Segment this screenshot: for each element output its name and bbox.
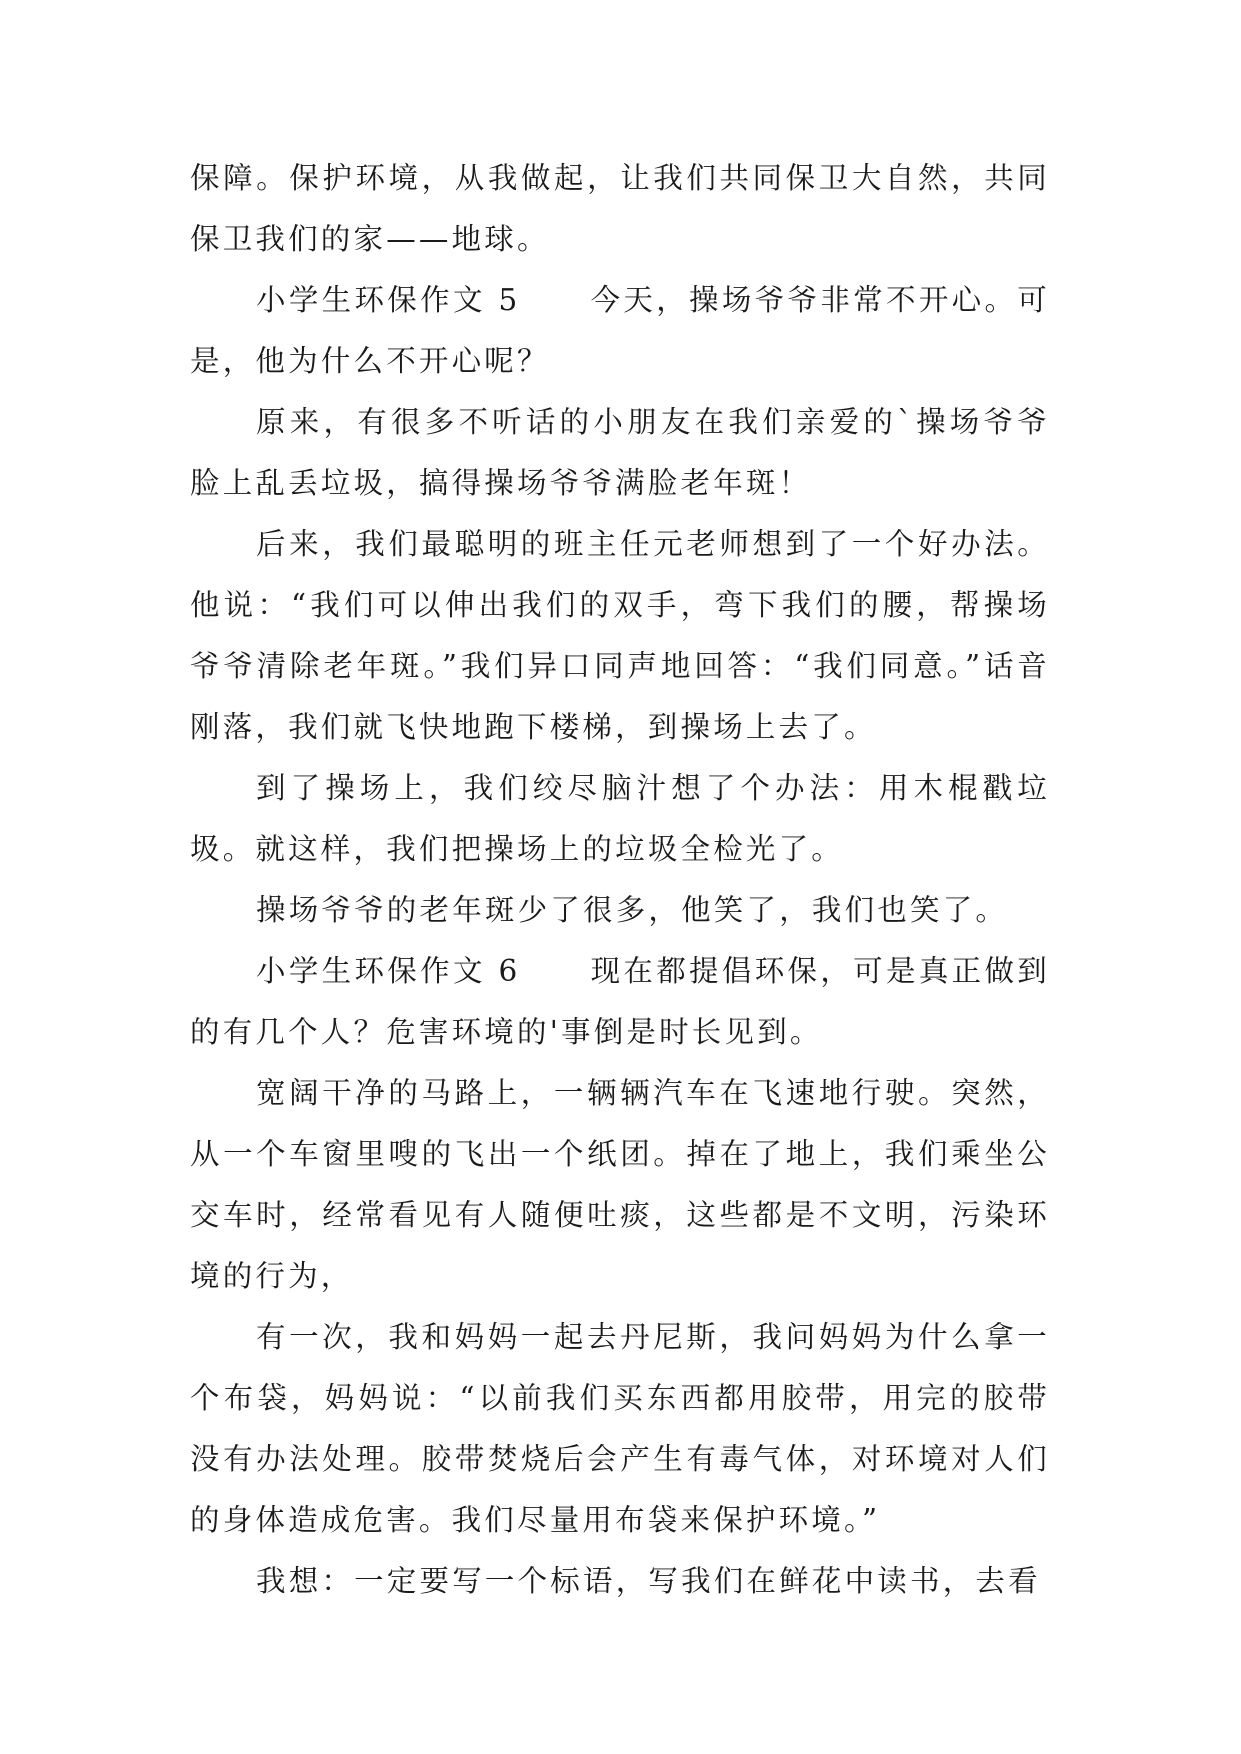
document-body xyxy=(190,148,1050,1612)
paragraph xyxy=(190,880,1050,941)
paragraph-text: 我想：一定要写一个标语，写我们在鲜花中读书，去看 xyxy=(256,1564,1041,1598)
paragraph-text: 现在都提倡环保，可是真正做到的有几个人？危害环境的'事倒是时长见到。 xyxy=(190,954,1050,1049)
paragraph xyxy=(190,1307,1050,1551)
paragraph-text: 宽阔干净的马路上，一辆辆汽车在飞速地行驶。突然，从一个车窗里嗖的飞出一个纸团。掉在了地上，我们乘坐公交车时，经常看见有人随便吐痰，这些都是不文明，污染环境的行为， xyxy=(190,1076,1050,1293)
paragraph-text: 到了操场上，我们绞尽脑汁想了个办法：用木棍戳垃圾。就这样，我们把操场上的垃圾全检光了。 xyxy=(190,771,1050,866)
paragraph xyxy=(190,148,1050,270)
paragraph-text: 有一次，我和妈妈一起去丹尼斯，我问妈妈为什么拿一个布袋，妈妈说：“以前我们买东西都用胶带，用完的胶带没有办法处理。胶带焚烧后会产生有毒气体，对环境对人们的身体造成危害。我们尽量用布袋来保护环境。” xyxy=(190,1320,1050,1537)
paragraph xyxy=(190,392,1050,514)
section-heading: 小学生环保作文 6 xyxy=(256,954,521,988)
paragraph-text: 保障。保护环境，从我做起，让我们共同保卫大自然，共同保卫我们的家——地球。 xyxy=(190,161,1050,256)
paragraph-text: 原来，有很多不听话的小朋友在我们亲爱的`操场爷爷脸上乱丢垃圾，搞得操场爷爷满脸老年斑！ xyxy=(190,405,1050,500)
paragraph xyxy=(190,1551,1050,1612)
section-heading: 小学生环保作文 5 xyxy=(256,283,521,317)
paragraph xyxy=(190,941,1050,1063)
paragraph xyxy=(190,758,1050,880)
paragraph xyxy=(190,1063,1050,1307)
paragraph-text: 后来，我们最聪明的班主任元老师想到了一个好办法。他说：“我们可以伸出我们的双手，弯下我们的腰，帮操场爷爷清除老年斑。”我们异口同声地回答：“我们同意。”话音刚落，我们就飞快地跑下楼梯，到操场上去了。 xyxy=(190,527,1050,744)
paragraph-text: 今天，操场爷爷非常不开心。可是，他为什么不开心呢？ xyxy=(190,283,1050,378)
paragraph-text: 操场爷爷的老年斑少了很多，他笑了，我们也笑了。 xyxy=(256,893,1009,927)
paragraph xyxy=(190,270,1050,392)
paragraph xyxy=(190,514,1050,758)
